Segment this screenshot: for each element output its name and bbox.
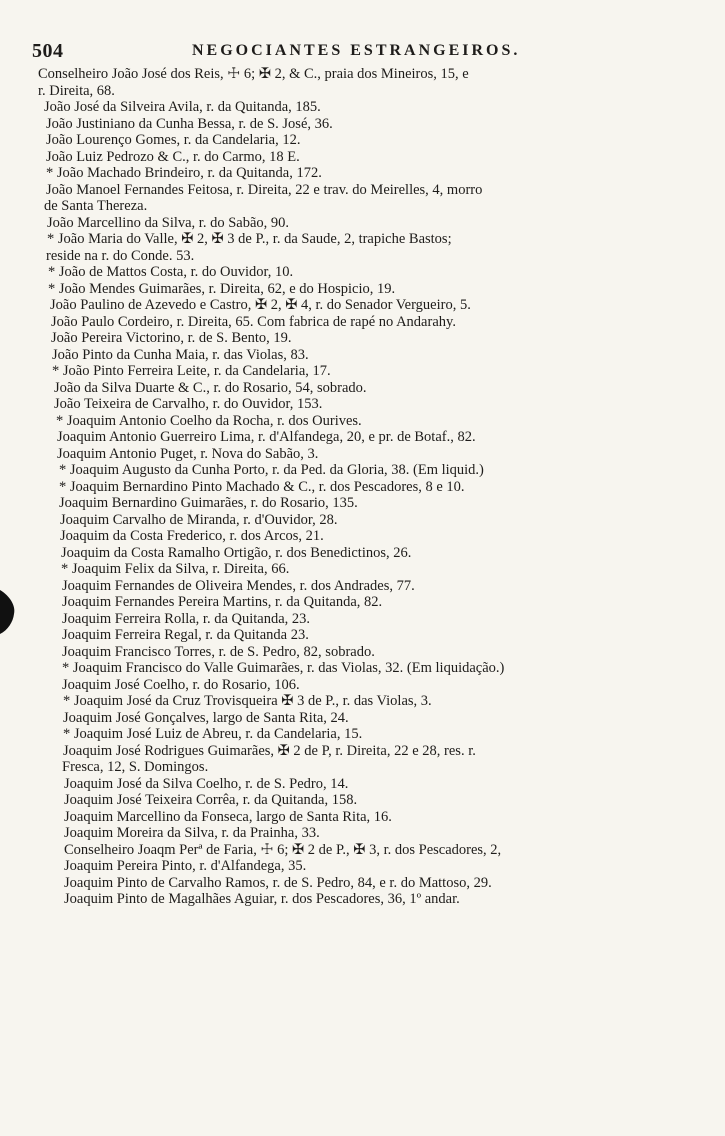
directory-entry: Joaquim José Teixeira Corrêa, r. da Quitanda, 158. (64, 792, 358, 808)
entry-continuation-line: de Santa Thereza. (44, 198, 148, 214)
entry-continuation-line: reside na r. do Conde. 53. (46, 247, 195, 264)
directory-entry: João Pereira Victorino, r. de S. Bento, 19. (51, 330, 292, 346)
directory-entry: * Joaquim Francisco do Valle Guimarães, r. das Violas, 32. (Em liquidação.) (62, 660, 505, 676)
directory-entry: * João Maria do Valle, ✠ 2, ✠ 3 de P., r. da Saude, 2, trapiche Bastos; (47, 231, 452, 247)
directory-entry: João Lourenço Gomes, r. da Candelaria, 12. (46, 132, 301, 148)
directory-entry: * João Mendes Guimarães, r. Direita, 62, e do Hospicio, 19. (48, 280, 396, 297)
directory-entry: Joaquim Antonio Puget, r. Nova do Sabão, 3. (57, 445, 319, 462)
running-title: NEGOCIANTES ESTRANGEIROS. (192, 42, 521, 59)
page-number: 504 (32, 40, 64, 62)
directory-entry: * Joaquim Antonio Coelho da Rocha, r. dos Ourives. (56, 412, 362, 429)
directory-entry: João Luiz Pedrozo & C., r. do Carmo, 18 E. (46, 148, 300, 165)
entry-continuation-line: r. Direita, 68. (38, 82, 115, 99)
directory-entry: Joaquim Antonio Guerreiro Lima, r. d'Alfandega, 20, e pr. de Botaf., 82. (57, 429, 476, 445)
directory-entry: * João Machado Brindeiro, r. da Quitanda, 172. (46, 165, 322, 181)
directory-entry: João Marcellino da Silva, r. do Sabão, 90. (47, 214, 290, 231)
directory-entry: Joaquim da Costa Frederico, r. dos Arcos, 21. (60, 528, 324, 544)
directory-entry: Joaquim José Gonçalves, largo de Santa Rita, 24. (63, 709, 349, 726)
directory-entry: João Justiniano da Cunha Bessa, r. de S. José, 36. (46, 115, 333, 132)
directory-entry: Conselheiro João José dos Reis, ☩ 6; ✠ 2, & C., praia dos Mineiros, 15, e (38, 66, 469, 82)
directory-entry: João Pinto da Cunha Maia, r. das Violas, 83. (52, 346, 309, 363)
directory-entry: Joaquim Francisco Torres, r. de S. Pedro, 82, sobrado. (62, 643, 375, 660)
directory-entry: Joaquim da Costa Ramalho Ortigão, r. dos Benedictinos, 26. (61, 544, 412, 561)
directory-entry: Joaquim Ferreira Regal, r. da Quitanda 23. (62, 627, 309, 643)
directory-entry: Joaquim Pinto de Magalhães Aguiar, r. dos Pescadores, 36, 1º andar. (64, 891, 460, 907)
directory-entry: * Joaquim Augusto da Cunha Porto, r. da Ped. da Gloria, 38. (Em liquid.) (59, 462, 484, 478)
directory-entry: João Paulo Cordeiro, r. Direita, 65. Com fabrica de rapé no Andarahy. (51, 313, 456, 330)
directory-entry: João Paulino de Azevedo e Castro, ✠ 2, ✠ 4, r. do Senador Vergueiro, 5. (50, 297, 471, 313)
directory-entry: * Joaquim Felix da Silva, r. Direita, 66. (61, 561, 290, 577)
directory-entry: Joaquim Carvalho de Miranda, r. d'Ouvidor, 28. (60, 511, 338, 528)
directory-entry: Joaquim José Coelho, r. do Rosario, 106. (62, 676, 300, 693)
entry-continuation-line: Fresca, 12, S. Domingos. (62, 759, 209, 775)
directory-entry: * Joaquim José da Cruz Trovisqueira ✠ 3 de P., r. das Violas, 3. (63, 693, 432, 709)
directory-entry: Joaquim José Rodrigues Guimarães, ✠ 2 de P, r. Direita, 22 e 28, res. r. (63, 742, 476, 759)
directory-entry: Joaquim Bernardino Guimarães, r. do Rosario, 135. (59, 495, 358, 511)
directory-entry: Joaquim Marcellino da Fonseca, largo de Santa Rita, 16. (64, 808, 392, 825)
directory-entry: João da Silva Duarte & C., r. do Rosario, 54, sobrado. (54, 379, 367, 396)
directory-entry: * Joaquim Bernardino Pinto Machado & C., r. dos Pescadores, 8 e 10. (59, 478, 465, 495)
directory-entry: Joaquim Ferreira Rolla, r. da Quitanda, 23. (62, 610, 311, 627)
directory-entry: * João de Mattos Costa, r. do Ouvidor, 10. (48, 264, 294, 280)
directory-entry: Joaquim José da Silva Coelho, r. de S. Pedro, 14. (64, 775, 349, 792)
page-header (22, 40, 662, 62)
directory-entry: Joaquim Fernandes Pereira Martins, r. da Quitanda, 82. (62, 594, 383, 610)
directory-entry: Joaquim Pereira Pinto, r. d'Alfandega, 35. (64, 858, 307, 874)
directory-entry-list (0, 66, 725, 908)
directory-entry: Joaquim Fernandes de Oliveira Mendes, r. dos Andrades, 77. (62, 577, 415, 594)
directory-entry: Joaquim Pinto de Carvalho Ramos, r. de S. Pedro, 84, e r. do Mattoso, 29. (64, 874, 492, 891)
directory-entry: Conselheiro Joaqm Perª de Faria, ☩ 6; ✠ 2 de P., ✠ 3, r. dos Pescadores, 2, (64, 841, 502, 858)
directory-entry: * Joaquim José Luiz de Abreu, r. da Candelaria, 15. (63, 726, 363, 742)
directory-entry: João José da Silveira Avila, r. da Quitanda, 185. (44, 99, 321, 115)
directory-entry: * João Pinto Ferreira Leite, r. da Candelaria, 17. (52, 363, 331, 379)
directory-entry: João Teixeira de Carvalho, r. do Ouvidor, 153. (54, 396, 323, 412)
directory-entry: João Manoel Fernandes Feitosa, r. Direita, 22 e trav. do Meirelles, 4, morro (46, 181, 483, 198)
directory-entry: Joaquim Moreira da Silva, r. da Prainha, 33. (64, 825, 320, 841)
